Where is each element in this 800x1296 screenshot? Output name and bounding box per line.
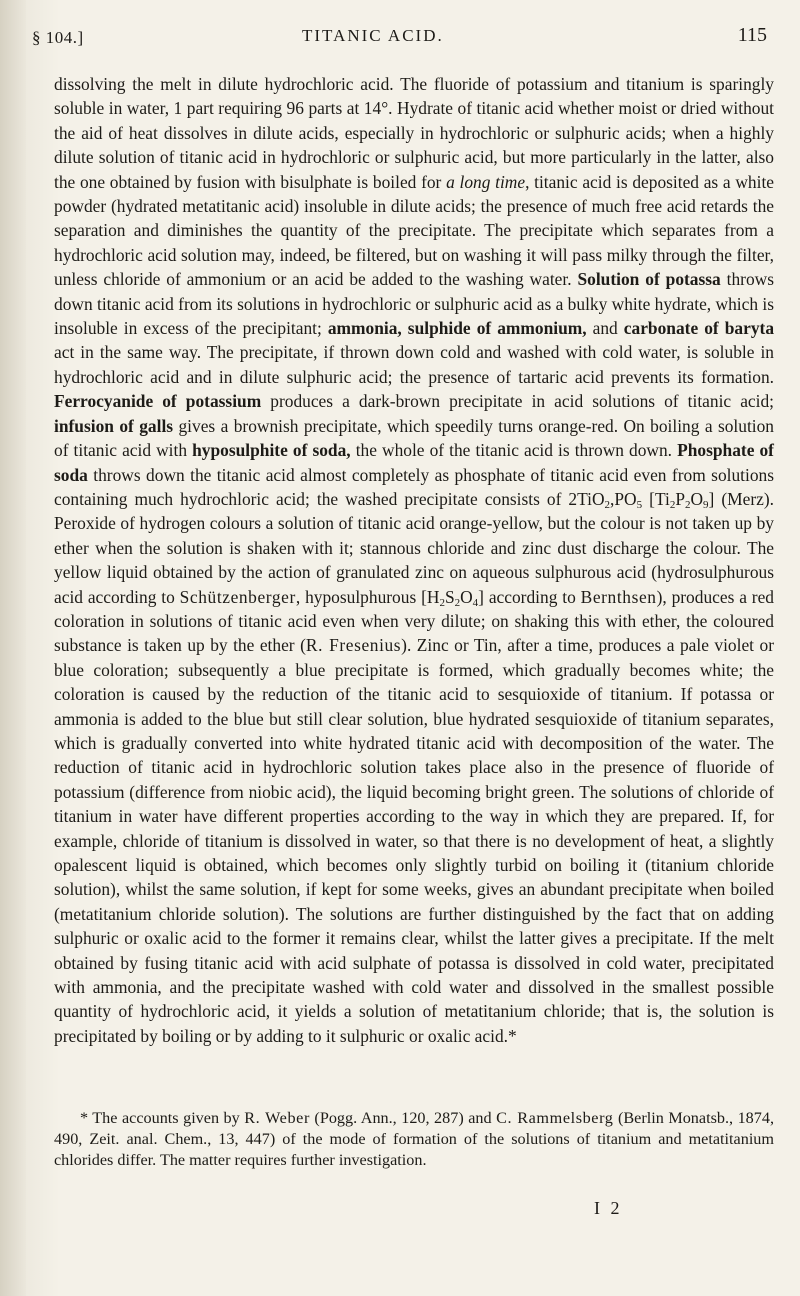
text-run: gives a brownish precipitate, which speedily turns orange-red. On boiling a solution of titanic acid with [54, 415, 774, 461]
text-run: O [690, 488, 704, 509]
footnote-paragraph [54, 1108, 774, 1170]
text-run: * The accounts given by [80, 1109, 245, 1127]
text-run: , hyposulphurous [H [295, 586, 440, 607]
subscript: 2 [439, 596, 445, 609]
reagent-heading: Solution of potassa [577, 269, 721, 290]
reagent-heading: hyposulphite of soda, [192, 440, 351, 461]
reagent-heading: infusion of galls [54, 415, 174, 436]
italic-run: a long time [446, 171, 526, 192]
section-reference: § 104.] [32, 28, 84, 47]
text-run: dissolving the melt in dilute hydrochloric acid. The fluoride of potassium and titanium is sparingly soluble in water, 1 part requiring 96 parts at 14°. Hydrate of titanic acid whether moist or dried without the aid of heat dissolves in dilute acids, especially in hydrochloric or sulphuric acids; when a highly dilute solution of titanic acid in hydrochloric or sulphuric acid, but more particularly in the latter, also the one obtained by fusion with bisulphate is boiled for [54, 74, 774, 192]
text-run: ] (Merz). Peroxide of hydrogen colours a solution of titanic acid orange-yellow, but the colour is not taken up by ether when the solution is shaken with it; stannous chloride and zinc dust discharge the colour. The yellow liquid obtained by the action of granulated zinc on aqueous sulphurous acid (hydrosulphurous acid according to [54, 488, 775, 607]
footnote [54, 1108, 774, 1170]
author-name: C. Rammelsberg [496, 1109, 614, 1127]
subscript: 4 [472, 596, 479, 609]
text-run: ). Zinc or Tin, after a time, produces a pale violet or blue coloration; subsequently a blue precipitate is formed, which gradually becomes white; the coloration is caused by the reduction of the titanic acid to sesquioxide of titanium. If potassa or ammonia is added to the blue but still clear solution, blue hydrated sesquioxide of titanium separates, which is gradually converted into white hydrated titanic acid with decomposition of the water. The reduction of titanic acid in hydrochloric solution takes place also in the presence of fluoride of potassium (difference from niobic acid), the liquid becoming bright green. The solutions of chloride of titanium in water have different properties according to the way in which they are prepared. If, for example, chloride of titanium is dissolved in water, so that there is no development of heat, a slightly opalescent liquid is obtained, which becomes only slightly turbid on boiling it (titanium chloride solution), whilst the same solution, if kept for some weeks, gives an abundant precipitate when boiled (metatitanium chloride solution). The solutions are further distinguished by the fact that on adding sulphuric or oxalic acid to the former it remains clear, whilst the latter gives a precipitate. If the melt obtained by fusing titanic acid with acid sulphate of potassa is dissolved in cold water, precipitated with ammonia, and the precipitate washed with cold water and dissolved in the smallest possible quantity of hydrochloric acid, it yields a solution of metatitanium chloride; that is, the solution is precipitated by boiling or by adding to it sulphuric or oxalic acid.* [54, 635, 774, 1046]
subscript: 9 [703, 498, 709, 511]
text-run: ,PO [610, 488, 637, 509]
text-run: (Berlin Monatsb., 1874, 490, Zeit. anal. Chem., 13, 447) of the mode of formation of the solutions of titanium and metatitanium chlorides differ. The matter requires further investigation. [54, 1109, 774, 1169]
text-run: ), produces a red coloration in solutions of titanic acid even when very dilute; on shaking this with ether, the coloured substance is taken up by the ether ( [54, 586, 774, 656]
text-run: , titanic acid is deposited as a white powder (hydrated metatitanic acid) insoluble in dilute acids; the presence of much free acid retards the separation and diminishes the quantity of the precipitate. The precipitate which separates from a hydrochloric acid solution may, indeed, be filtered, but on washing it will pass milky through the filter, unless chloride of ammonium or an acid be added to the washing water. [54, 171, 774, 290]
running-header [32, 22, 767, 52]
reagent-heading: carbonate of baryta [623, 318, 775, 339]
text-run: O [460, 586, 473, 607]
text-run: and [586, 318, 624, 339]
text-run: throws down titanic acid from its solutions in hydrochloric or sulphuric acid as a bulky white hydrate, which is insoluble in excess of the precipitant; [54, 269, 774, 339]
text-run: produces a dark-brown precipitate in acid solutions of titanic acid; [261, 391, 774, 412]
reagent-heading: Phosphate of soda [54, 440, 774, 485]
author-name: Schützenberger [179, 586, 296, 607]
author-name: Bernthsen [580, 586, 657, 607]
text-run: throws down the titanic acid almost completely as phosphate of titanic acid even from solutions containing much hydrochloric acid; the washed precipitate consists of 2TiO [54, 464, 774, 509]
author-name: R. Weber [244, 1109, 310, 1127]
text-run: the whole of the titanic acid is thrown down. [350, 440, 678, 461]
page-number: 115 [737, 24, 767, 46]
subscript: 5 [636, 498, 643, 511]
text-run: S [444, 586, 455, 607]
running-title: TITANIC ACID. [302, 26, 444, 45]
signature-mark: I 2 [594, 1198, 623, 1218]
subscript: 2 [684, 498, 691, 511]
main-text [54, 72, 774, 1048]
reagent-heading: ammonia, sulphide of ammonium, [327, 318, 587, 339]
text-run: act in the same way. The precipitate, if thrown down cold and washed with cold water, is soluble in hydrochloric acid and in dilute sulphuric acid; the presence of tartaric acid prevents its formation. [54, 342, 774, 387]
text-run: P [675, 488, 685, 509]
subscript: 2 [669, 498, 676, 511]
page-binding-shadow [0, 0, 26, 1296]
text-run: (Pogg. Ann., 120, 287) and [309, 1109, 497, 1127]
text-run: ] according to [478, 586, 581, 607]
text-run: [Ti [642, 488, 670, 509]
author-name: R. Fresenius [305, 635, 402, 656]
reagent-heading: Ferrocyanide of potassium [54, 391, 262, 412]
subscript: 2 [604, 498, 611, 511]
subscript: 2 [454, 596, 461, 609]
body-paragraph [54, 72, 774, 1048]
